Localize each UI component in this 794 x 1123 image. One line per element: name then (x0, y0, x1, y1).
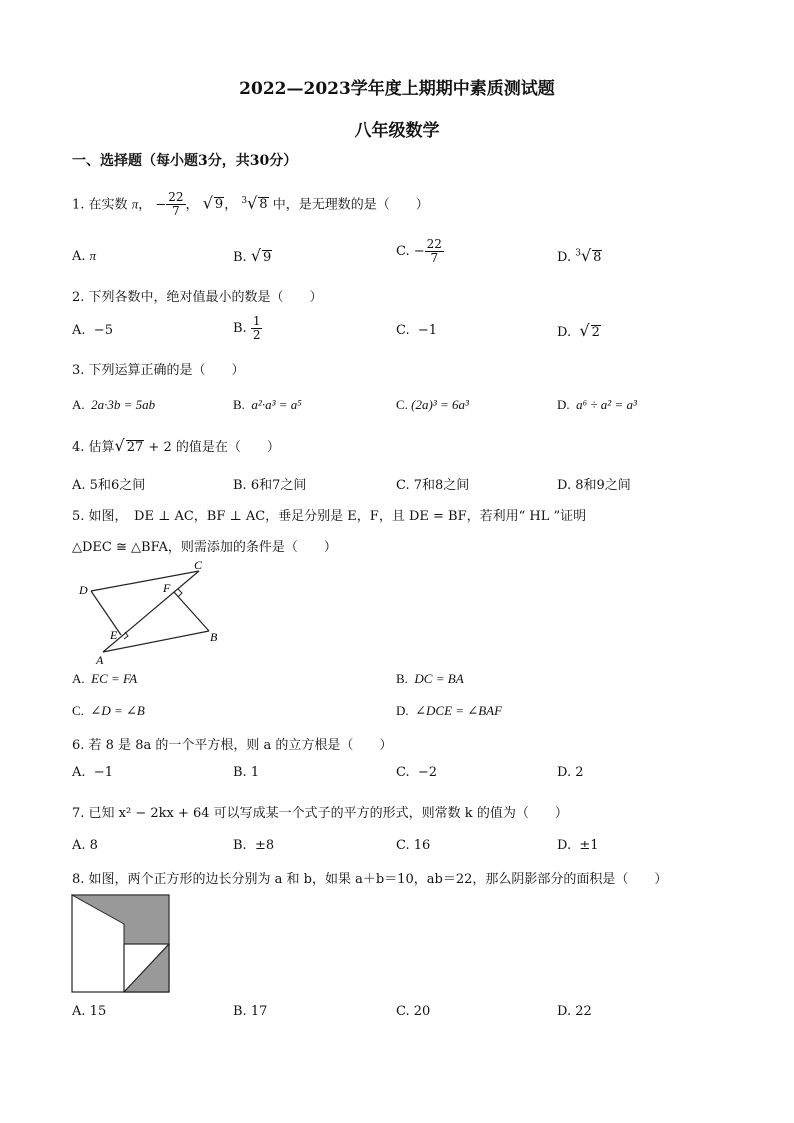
q2-option-a[interactable]: A. −5 (72, 323, 113, 338)
question-2-stem: 2. 下列各数中，绝对值最小的数是（ ） (72, 290, 323, 305)
page-title: 2022—2023学年度上期期中素质测试题 (239, 79, 555, 99)
page-subtitle: 八年级数学 (354, 121, 440, 141)
question-6-stem: 6. 若 8 是 8a 的一个平方根，则 a 的立方根是（ ） (72, 738, 393, 753)
q1-option-c[interactable]: C. − $\frac{22}{7}$ (396, 237, 442, 265)
segment-fb (174, 592, 209, 631)
q5-option-a[interactable]: A. EC = FA (72, 671, 138, 686)
question-8-stem: 8. 如图，两个正方形的边长分别为 a 和 b，如果 a＋b＝10，ab＝22，那么阴影部分的面积是（ ） (72, 872, 668, 887)
q2-option-c[interactable]: C. −1 (396, 323, 438, 338)
q4-option-a[interactable]: A. 5和6之间 (72, 478, 146, 493)
q6-option-c[interactable]: C. −2 (396, 765, 438, 780)
q4-option-c[interactable]: C. 7和8之间 (396, 478, 470, 493)
sqrt-symbol-icon: √ (114, 436, 125, 455)
q6-option-b[interactable]: B. 1 (233, 765, 260, 780)
label-a: A (96, 653, 104, 667)
cbrt-symbol-icon: √ (247, 193, 258, 213)
q8-option-b[interactable]: B. 17 (233, 1004, 268, 1019)
q7-option-c[interactable]: C. 16 (396, 838, 431, 853)
sqrt-symbol-icon: √ (202, 193, 213, 213)
segment-ac (103, 571, 199, 652)
question-7-stem: 7. 已知 x² − 2kx + 64 可以写成某一个式子的平方的形式，则常数 k 的值为（ ） (72, 806, 568, 821)
question-5-stem-line1: 5. 如图， DE ⊥ AC，BF ⊥ AC，垂足分别是 E，F，且 DE = BF，若利用“ HL ”证明 (72, 509, 587, 524)
q7-option-b[interactable]: B. ±8 (233, 838, 275, 853)
fraction-22-7: $\frac{22}{7}$ (168, 190, 184, 219)
q1-option-d[interactable]: D. $^3$√ 8 (557, 246, 602, 265)
q3-option-d[interactable]: D. a⁶ ÷ a² = a³ (557, 397, 637, 412)
q7-option-a[interactable]: A. 8 (72, 838, 98, 853)
q4-option-d[interactable]: D. 8和9之间 (557, 478, 631, 493)
cbrt-symbol-icon: √ (580, 246, 592, 265)
q2-option-b[interactable]: B. $\frac{1}{2}$ (233, 314, 261, 342)
q3-option-c[interactable]: C. (2a)³ = 6a³ (396, 397, 469, 412)
label-f: F (163, 581, 171, 595)
q6-option-d[interactable]: D. 2 (557, 765, 584, 780)
q5-option-d[interactable]: D. ∠DCE = ∠BAF (396, 703, 503, 718)
sqrt-symbol-icon: √ (250, 246, 262, 265)
triangle-figure (70, 552, 230, 670)
q8-option-a[interactable]: A. 15 (72, 1004, 107, 1019)
label-e: E (110, 628, 118, 642)
question-1-stem: 1. 在实数 π， − $\frac{22}{7}$ ， √ 9， $^3$√ 8 中，是无理数的是（ ） (72, 190, 429, 219)
question-5-stem-line2: △DEC ≅ △BFA，则需添加的条件是（ ） (72, 540, 337, 555)
q3-option-b[interactable]: B. a²·a³ = a⁵ (233, 397, 302, 412)
q3-option-a[interactable]: A. 2a·3b = 5ab (72, 397, 156, 412)
label-d: D (79, 583, 88, 597)
label-c: C (194, 558, 203, 572)
sqrt-symbol-icon: √ (579, 321, 590, 340)
q2-option-d[interactable]: D. √ 2 (557, 321, 600, 340)
q5-option-c[interactable]: C. ∠D = ∠B (72, 703, 145, 718)
segment-ab (103, 631, 209, 652)
q1-option-b[interactable]: B. √ 9 (233, 246, 272, 265)
q7-option-d[interactable]: D. ±1 (557, 838, 599, 853)
segment-dc (91, 571, 199, 591)
q6-option-a[interactable]: A. −1 (72, 765, 113, 780)
q4-option-b[interactable]: B. 6和7之间 (233, 478, 307, 493)
q8-option-c[interactable]: C. 20 (396, 1004, 431, 1019)
squares-figure (71, 894, 171, 994)
q8-option-d[interactable]: D. 22 (557, 1004, 592, 1019)
question-3-stem: 3. 下列运算正确的是（ ） (72, 363, 245, 378)
label-b: B (210, 630, 218, 644)
q1-option-a[interactable]: A. π (72, 248, 97, 264)
section-heading-choice: 一、选择题（每小题3分，共30分） (72, 153, 298, 169)
right-angle-f-icon (178, 589, 182, 597)
q5-option-b[interactable]: B. DC = BA (396, 671, 464, 686)
question-4-stem: 4. 估算√ 27 + 2 的值是在（ ） (72, 436, 280, 455)
